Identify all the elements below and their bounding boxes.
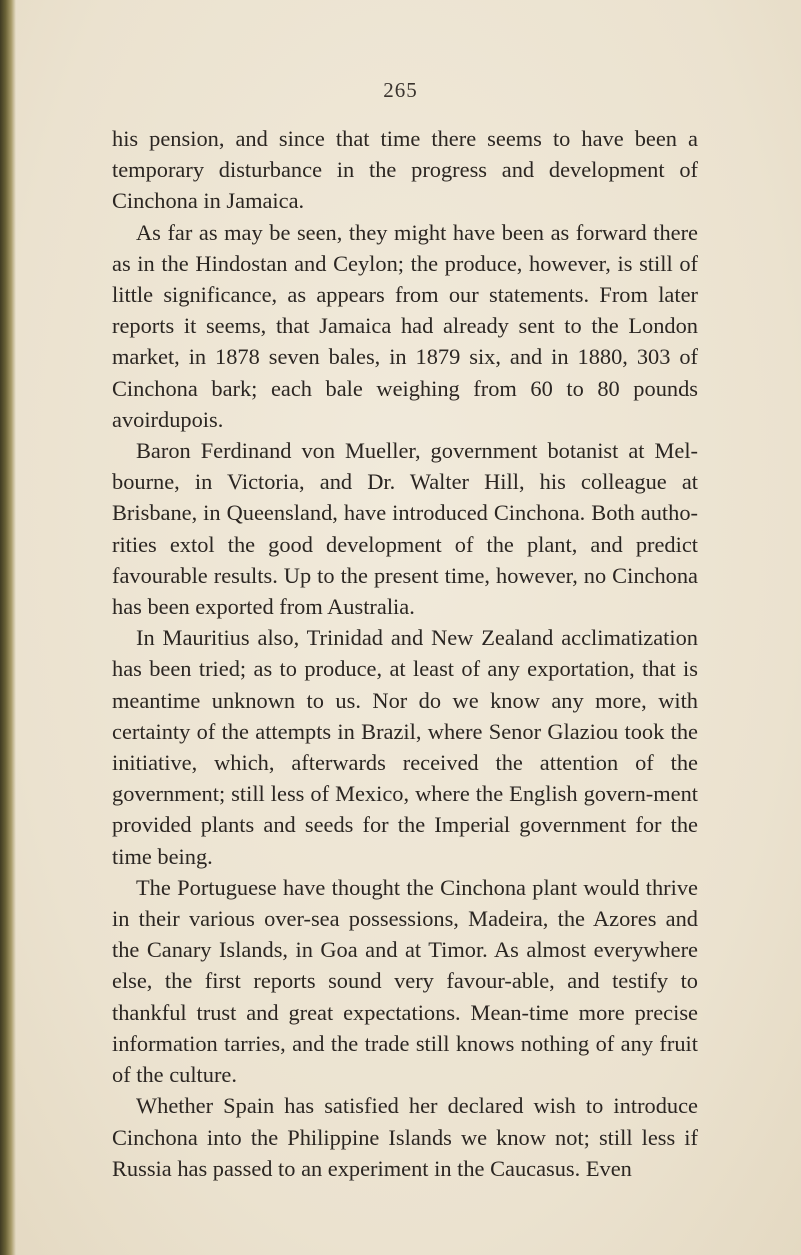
paragraph-jamaica-intro: his pension, and since that time there seems to have been a temporary disturbance in the progress and development of Cinchona in Jamaica. bbox=[112, 126, 698, 214]
paragraph-jamaica-exports: As far as may be seen, they might have been as forward there as in the Hindostan and Ceylon; the produce, however, is still of little significance, as appears from our statements. From later reports it seems, that Jamaica had already sent to the London market, in 1878 seven bales, in 1879 six, and in 1880, 303 of Cinchona bark; each bale weighing from 60 to 80 pounds avoirdupois. bbox=[112, 219, 698, 432]
paragraph-spain-russia: Whether Spain has satisfied her declared wish to introduce Cinchona into the Philippine Islands we know not; still less if Russia has passed to an experiment in the Caucasus. Even bbox=[112, 1093, 698, 1181]
page-binding-edge bbox=[0, 0, 16, 1255]
paragraph-portuguese-possessions: The Portuguese have thought the Cinchona plant would thrive in their various over-sea possessions, Madeira, the Azores and the Canary Islands, in Goa and at Timor. As almost everywhere else, the first reports sound very favour-able, and testify to thankful trust and great expectations. Mean-time more precise information tarries, and the trade still knows nothing of any fruit of the culture. bbox=[112, 874, 698, 1088]
page-number: 265 bbox=[383, 78, 418, 102]
paragraph-mauritius-brazil-mexico: In Mauritius also, Trinidad and New Zealand acclimatization has been tried; as to produce, at least of any exportation, that is meantime unknown to us. Nor do we know any more, with certainty of the attempts in Brazil, where Senor Glaziou took the initiative, which, afterwards received the attention of the government; still less of Mexico, where the English govern-ment provided plants and seeds for the Imperial government for the time being. bbox=[112, 625, 698, 869]
paragraph-australia: Baron Ferdinand von Mueller, government botanist at Mel-bourne, in Victoria, and Dr. Walter Hill, his colleague at Brisbane, in Queensland, have introduced Cinchona. Both autho-rities extol the good development of the plant, and predict favourable results. Up to the present time, however, no Cinchona has been exported from Australia. bbox=[112, 438, 698, 620]
body-text bbox=[112, 123, 698, 1184]
